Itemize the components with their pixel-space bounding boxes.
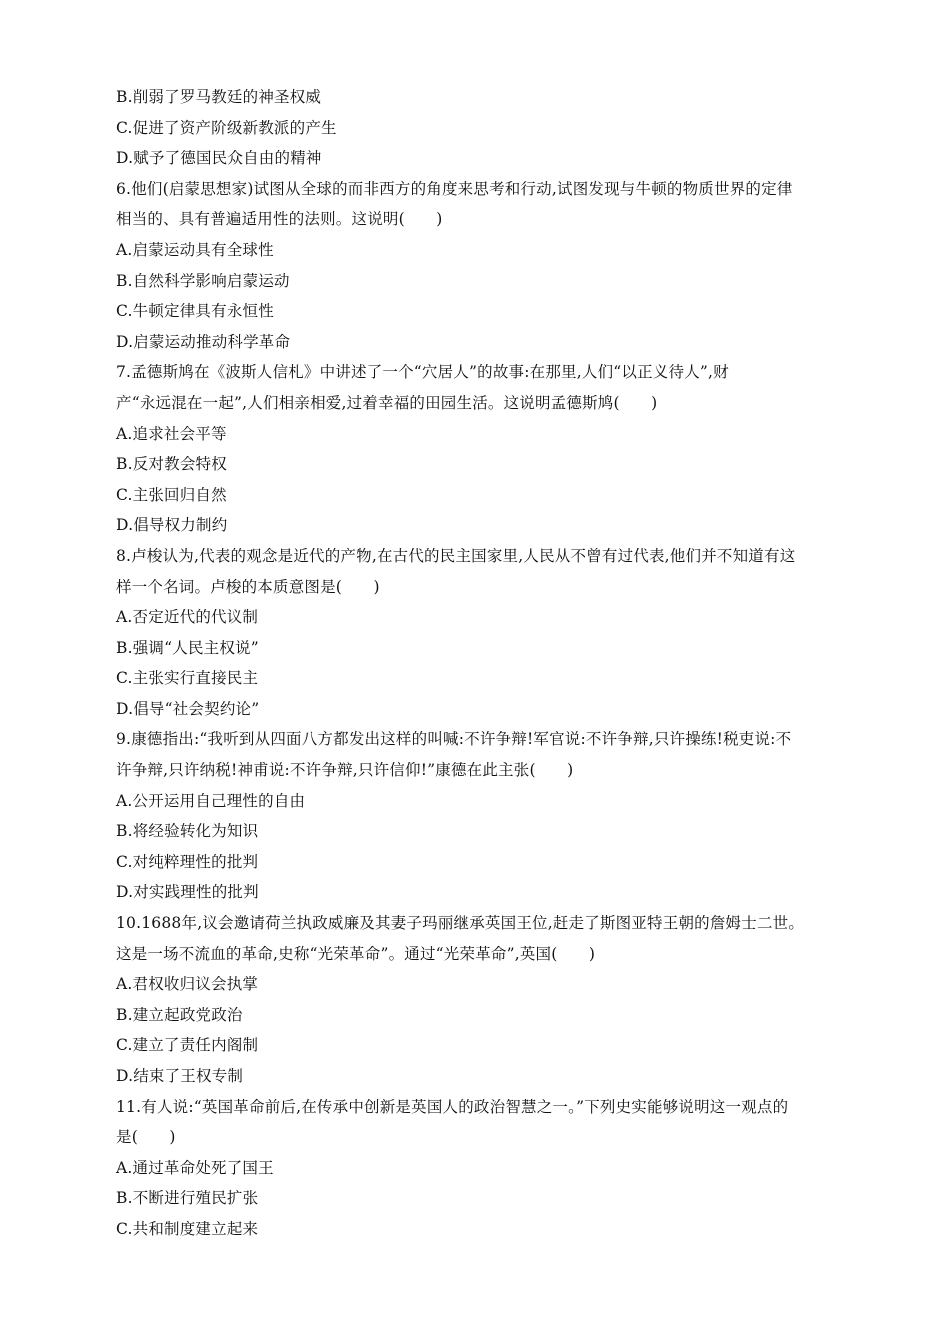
option-line: A.通过革命处死了国王	[116, 1158, 274, 1177]
option-line: C.牛顿定律具有永恒性	[116, 302, 274, 321]
question-9-stem: 9.康德指出:“我听到从四面八方都发出这样的叫喊:不许争辩!军官说:不许争辩,只许操练!税吏说:不	[116, 730, 792, 749]
option-line: B.建立起政党政治	[116, 1005, 243, 1024]
option-line: B.削弱了罗马教廷的神圣权威	[116, 88, 322, 106]
question-11-stem: 11.有人说:“英国革命前后,在传承中创新是英国人的政治智慧之一。”下列史实能够说明这一观点的	[116, 1097, 789, 1116]
question-6-stem: 相当的、具有普遍适用性的法则。这说明( )	[116, 210, 443, 229]
option-line: B.不断进行殖民扩张	[116, 1189, 259, 1208]
option-line: D.倡导“社会契约论”	[116, 699, 260, 718]
question-11-stem: 是( )	[116, 1128, 176, 1147]
option-line: C.对纯粹理性的批判	[116, 852, 259, 871]
option-line: D.倡导权力制约	[116, 516, 228, 535]
option-line: B.反对教会特权	[116, 455, 227, 474]
option-line: A.君权收归议会执掌	[116, 975, 259, 994]
question-10-stem: 这是一场不流血的革命,史称“光荣革命”。通过“光荣革命”,英国( )	[116, 944, 596, 963]
option-line: D.启蒙运动推动科学革命	[116, 332, 291, 351]
option-line: C.建立了责任内阁制	[116, 1036, 259, 1055]
question-7-stem: 7.孟德斯鸠在《波斯人信札》中讲述了一个“穴居人”的故事:在那里,人们“以正义待人”,财	[116, 363, 729, 382]
option-line: A.公开运用自己理性的自由	[116, 791, 306, 810]
question-8-stem: 样一个名词。卢梭的本质意图是( )	[116, 577, 380, 596]
question-text-block	[116, 82, 838, 1245]
option-line: D.对实践理性的批判	[116, 883, 259, 902]
question-6-stem: 6.他们(启蒙思想家)试图从全球的而非西方的角度来思考和行动,试图发现与牛顿的物质世界的定律	[116, 179, 793, 198]
option-line: B.将经验转化为知识	[116, 822, 259, 841]
option-line: A.追求社会平等	[116, 424, 227, 443]
option-line: C.主张回归自然	[116, 485, 227, 504]
option-line: D.赋予了德国民众自由的精神	[116, 149, 322, 168]
option-line: B.强调“人民主权说”	[116, 638, 259, 657]
option-line: D.结束了王权专制	[116, 1067, 244, 1085]
question-7-stem: 产“永远混在一起”,人们相亲相爱,过着幸福的田园生活。这说明孟德斯鸠( )	[116, 393, 658, 412]
option-line: A.否定近代的代议制	[116, 608, 259, 627]
question-8-stem: 8.卢梭认为,代表的观念是近代的产物,在古代的民主国家里,人民从不曾有过代表,他们并不知道有这	[116, 546, 796, 565]
option-line: C.促进了资产阶级新教派的产生	[116, 118, 337, 137]
option-line: C.共和制度建立起来	[116, 1219, 259, 1238]
question-10-stem: 10.1688年,议会邀请荷兰执政威廉及其妻子玛丽继承英国王位,赶走了斯图亚特王朝的詹姆士二世。	[116, 914, 805, 933]
option-line: C.主张实行直接民主	[116, 669, 259, 688]
option-line: B.自然科学影响启蒙运动	[116, 271, 290, 290]
question-9-stem: 许争辩,只许纳税!神甫说:不许争辩,只许信仰!”康德在此主张( )	[116, 761, 574, 780]
option-line: A.启蒙运动具有全球性	[116, 240, 274, 259]
